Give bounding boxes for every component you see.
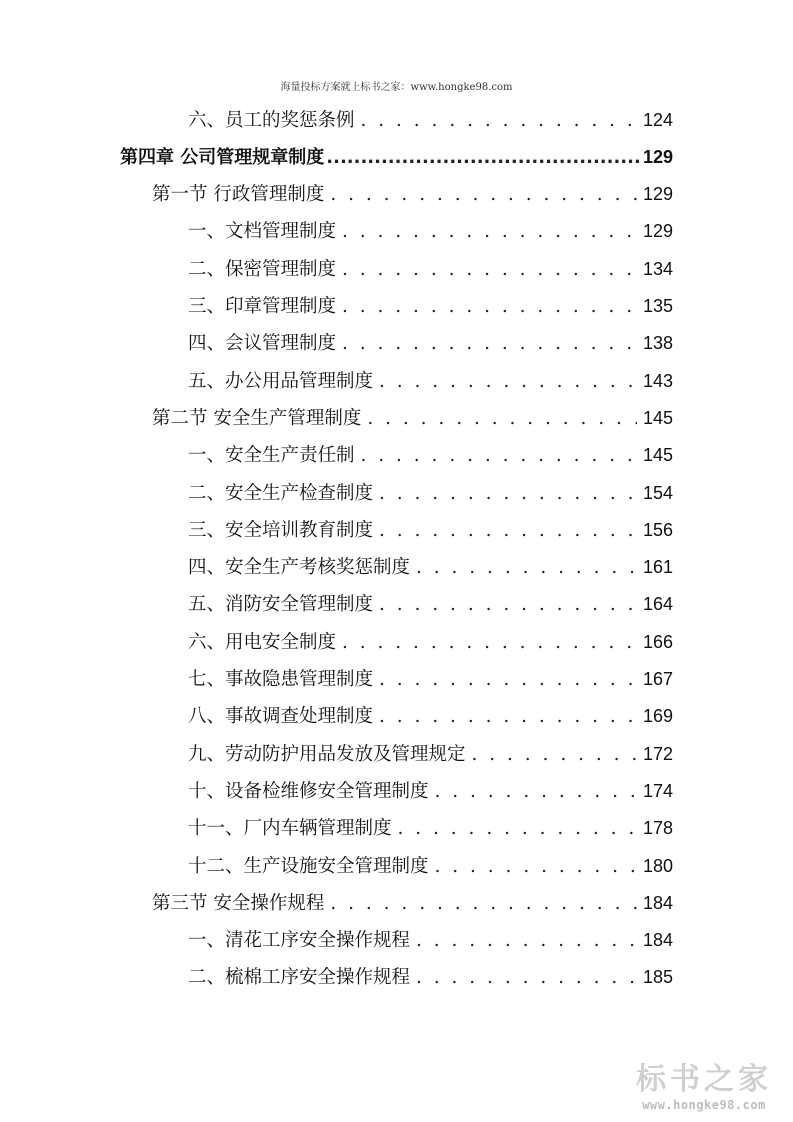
toc-entry-page: 145 xyxy=(642,445,673,466)
toc-entry-page: 134 xyxy=(642,258,673,279)
toc-dot-leader xyxy=(416,549,637,586)
toc-dot-leader xyxy=(342,288,637,325)
toc-entry[interactable] xyxy=(188,810,673,847)
toc-entry-label: 第一节 行政管理制度 xyxy=(152,184,325,206)
toc-dot-leader xyxy=(342,251,637,288)
toc-dot-leader xyxy=(416,922,637,959)
toc-entry-page: 124 xyxy=(642,109,673,130)
toc-dot-leader xyxy=(379,363,637,400)
toc-entry-label: 八、事故调查处理制度 xyxy=(188,706,374,728)
toc-entry-page: 129 xyxy=(642,146,673,167)
toc-entry-label: 五、消防安全管理制度 xyxy=(188,594,374,616)
toc-dot-leader xyxy=(472,736,637,773)
toc-entry-label: 二、保密管理制度 xyxy=(188,258,337,280)
toc-entry-page: 180 xyxy=(642,855,673,876)
toc-dot-leader xyxy=(435,848,637,885)
toc-entry[interactable] xyxy=(188,288,673,325)
toc-dot-leader xyxy=(435,773,637,810)
toc-entry-page: 164 xyxy=(642,594,673,615)
toc-entry-page: 143 xyxy=(642,370,673,391)
toc-entry-label: 三、安全培训教育制度 xyxy=(188,519,374,541)
toc-entry-label: 十二、生产设施安全管理制度 xyxy=(188,855,429,877)
toc-entry[interactable] xyxy=(188,102,673,139)
toc-entry[interactable] xyxy=(188,512,673,549)
toc-dot-leader xyxy=(342,624,637,661)
toc-dot-leader xyxy=(326,139,641,176)
toc-dot-leader xyxy=(379,698,637,735)
toc-entry[interactable] xyxy=(188,475,673,512)
toc-entry[interactable] xyxy=(188,325,673,362)
toc-entry[interactable] xyxy=(188,437,673,474)
toc-entry-label: 六、用电安全制度 xyxy=(188,631,337,653)
toc-entry[interactable] xyxy=(188,549,673,586)
toc-entry[interactable] xyxy=(188,624,673,661)
toc-dot-leader xyxy=(330,176,637,213)
toc-entry-page: 156 xyxy=(642,519,673,540)
toc-entry[interactable] xyxy=(188,736,673,773)
page-header: 海量投标方案就上标书之家：www.hongke98.com xyxy=(280,82,513,93)
toc-entry-page: 154 xyxy=(642,482,673,503)
toc-dot-leader xyxy=(330,885,637,922)
toc-entry[interactable] xyxy=(152,400,673,437)
toc-entry-page: 166 xyxy=(642,631,673,652)
toc-dot-leader xyxy=(361,102,637,139)
toc-entry[interactable] xyxy=(188,586,673,623)
toc-entry[interactable] xyxy=(188,251,673,288)
toc-entry-label: 十一、厂内车辆管理制度 xyxy=(188,818,392,840)
toc-entry-page: 129 xyxy=(642,221,673,242)
toc-entry[interactable] xyxy=(188,698,673,735)
toc-entry-label: 一、清花工序安全操作规程 xyxy=(188,930,411,952)
toc-entry-label: 一、安全生产责任制 xyxy=(188,445,355,467)
toc-entry-page: 129 xyxy=(642,184,673,205)
toc-entry[interactable] xyxy=(152,176,673,213)
toc-entry-label: 四、安全生产考核奖惩制度 xyxy=(188,557,411,579)
toc-entry-page: 184 xyxy=(642,892,673,913)
toc-entry[interactable] xyxy=(188,661,673,698)
toc-entry[interactable] xyxy=(120,139,673,176)
toc-dot-leader xyxy=(342,213,637,250)
toc-entry[interactable] xyxy=(188,213,673,250)
toc-entry-page: 135 xyxy=(642,296,673,316)
toc-dot-leader xyxy=(367,400,637,437)
toc-entry-label: 二、安全生产检查制度 xyxy=(188,482,374,504)
toc-entry[interactable] xyxy=(188,959,673,996)
toc-entry-page: 161 xyxy=(642,557,673,578)
toc-entry-page: 184 xyxy=(642,930,673,951)
toc-entry-label: 四、会议管理制度 xyxy=(188,333,337,355)
toc-entry-page: 172 xyxy=(642,743,673,764)
toc-entry-label: 第三节 安全操作规程 xyxy=(152,892,325,914)
toc-entry-page: 138 xyxy=(642,333,673,354)
toc-entry-label: 三、印章管理制度 xyxy=(188,296,337,317)
toc-entry-label: 第二节 安全生产管理制度 xyxy=(152,407,362,429)
toc-dot-leader xyxy=(379,475,637,512)
toc-entry-label: 五、办公用品管理制度 xyxy=(188,370,374,392)
toc-entry-label: 一、文档管理制度 xyxy=(188,221,337,243)
toc-dot-leader xyxy=(379,512,637,549)
toc-dot-leader xyxy=(379,661,637,698)
toc-dot-leader xyxy=(398,810,637,847)
toc-entry[interactable] xyxy=(188,363,673,400)
logo-url: www.hongke98.com xyxy=(642,1098,766,1112)
toc-entry-label: 六、员工的奖惩条例 xyxy=(188,109,355,131)
watermark-logo xyxy=(629,1062,779,1112)
toc-entry-page: 167 xyxy=(642,669,673,689)
toc-entry[interactable] xyxy=(188,773,673,810)
toc-dot-leader xyxy=(379,586,637,623)
toc-entry[interactable] xyxy=(188,848,673,885)
toc-entry[interactable] xyxy=(152,885,673,922)
toc-dot-leader xyxy=(342,325,637,362)
toc-entry-page: 169 xyxy=(642,706,673,727)
toc-entry-label: 十、设备检维修安全管理制度 xyxy=(188,780,429,802)
toc-entry-label: 七、事故隐患管理制度 xyxy=(188,669,374,690)
logo-name: 标书之家 xyxy=(636,1062,772,1097)
toc-entry[interactable] xyxy=(188,922,673,959)
toc-entry-page: 174 xyxy=(642,780,673,801)
toc-entry-label: 第四章 公司管理规章制度 xyxy=(120,146,325,168)
toc-entry-page: 145 xyxy=(642,407,673,428)
toc-entry-page: 178 xyxy=(642,818,673,839)
toc-entry-label: 九、劳动防护用品发放及管理规定 xyxy=(188,743,466,765)
toc-entry-label: 二、梳棉工序安全操作规程 xyxy=(188,967,411,989)
toc-dot-leader xyxy=(361,437,637,474)
toc-dot-leader xyxy=(416,959,637,996)
toc-entry-page: 185 xyxy=(642,967,673,988)
